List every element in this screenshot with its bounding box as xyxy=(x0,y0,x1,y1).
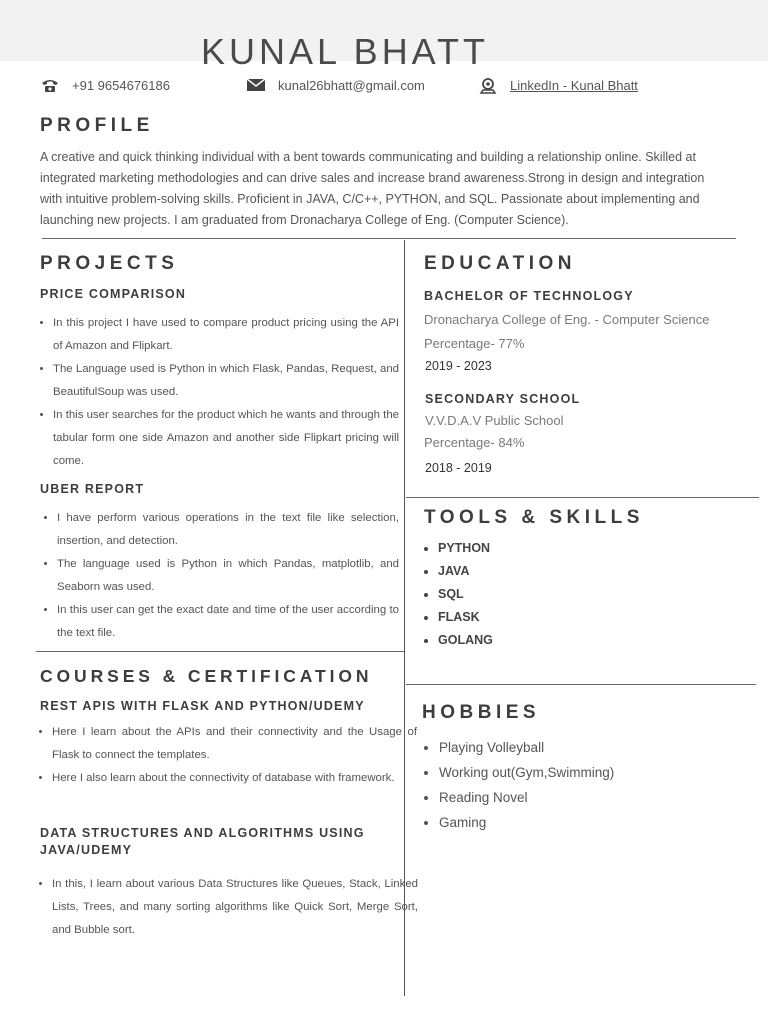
location-pin-icon xyxy=(478,77,498,93)
skills-list xyxy=(422,537,493,652)
list-item: • The language used is Python in which Pandas, matplotlib, and Seaborn was used. xyxy=(57,553,399,599)
divider-profile xyxy=(42,238,736,239)
percentage: Percentage- 77% xyxy=(424,336,525,351)
list-item: • Reading Novel xyxy=(439,785,614,810)
contact-linkedin xyxy=(478,74,638,96)
list-item: • SQL xyxy=(438,583,493,606)
contact-email xyxy=(246,74,425,96)
percentage: Percentage- 84% xyxy=(424,435,525,450)
profile-heading: PROFILE xyxy=(40,115,154,136)
projects-heading: PROJECTS xyxy=(40,253,179,274)
project-title: PRICE COMPARISON xyxy=(40,287,187,301)
mail-icon xyxy=(246,77,266,93)
profile-text: A creative and quick thinking individual with a bent towards communicating and building a relationship online. Skilled at integrated marketing methodologies and can drive sales and increase brand awareness.Strong in design and integration with intuitive problem-solving skills. Proficient in JAVA, C/C++, PYTHON, and SQL. Passionate about implementing and launching new projects. I am graduated from Dronacharya College of Eng. (Computer Science). xyxy=(40,150,705,227)
list-item: • Playing Volleyball xyxy=(439,735,614,760)
phone-text: +91 9654676186 xyxy=(72,77,170,93)
courses-heading: COURSES & CERTIFICATION xyxy=(40,666,373,686)
list-item: • In this user searches for the product which he wants and through the tabular form one side Amazon and another side Flipkart pricing will come. xyxy=(53,404,399,473)
hobbies-heading: HOBBIES xyxy=(422,702,541,723)
years: 2019 - 2023 xyxy=(425,359,492,373)
email-text[interactable]: kunal26bhatt@gmail.com xyxy=(278,77,425,93)
course-title: DATA STRUCTURES AND ALGORITHMS USING JAVA/UDEMY xyxy=(40,826,365,857)
school-name: V.V.D.A.V Public School xyxy=(425,413,564,428)
list-item: • JAVA xyxy=(438,560,493,583)
list-item: • The Language used is Python in which Flask, Pandas, Request, and BeautifulSoup was used. xyxy=(53,358,399,404)
course-bullets xyxy=(34,873,418,942)
divider-education xyxy=(406,497,759,498)
page-title: KUNAL BHATT xyxy=(200,31,490,73)
list-item: • FLASK xyxy=(438,606,493,629)
years: 2018 - 2019 xyxy=(425,461,492,475)
education-heading: EDUCATION xyxy=(424,253,577,274)
project-title: UBER REPORT xyxy=(40,482,145,496)
school-name: Dronacharya College of Eng. - Computer Science xyxy=(424,312,710,327)
degree-title: SECONDARY SCHOOL xyxy=(425,392,581,406)
hobbies-list xyxy=(423,735,614,835)
contact-phone xyxy=(40,74,170,96)
linkedin-link[interactable]: LinkedIn - Kunal Bhatt xyxy=(510,77,638,93)
list-item: • Gaming xyxy=(439,810,614,835)
course-title: REST APIS WITH FLASK AND PYTHON/UDEMY xyxy=(40,699,365,713)
list-item: • I have perform various operations in the text file like selection, insertion, and detection. xyxy=(57,507,399,553)
list-item: • In this user can get the exact date and time of the user according to the text file. xyxy=(57,599,399,645)
divider-projects xyxy=(36,651,404,652)
divider-skills xyxy=(406,684,756,685)
list-item: • In this, I learn about various Data Structures like Queues, Stack, Linked Lists, Trees, and many sorting algorithms like Quick Sort, Merge Sort, and Bubble sort. xyxy=(52,873,418,942)
list-item: • Working out(Gym,Swimming) xyxy=(439,760,614,785)
list-item: • Here I learn about the APIs and their connectivity and the Usage of Flask to connect the templates. xyxy=(52,721,417,767)
project-bullets xyxy=(35,312,399,473)
list-item: • In this project I have used to compare product pricing using the API of Amazon and Flipkart. xyxy=(53,312,399,358)
course-bullets xyxy=(34,721,417,790)
list-item: • GOLANG xyxy=(438,629,493,652)
project-bullets xyxy=(39,507,399,645)
skills-heading: TOOLS & SKILLS xyxy=(424,507,644,528)
phone-icon xyxy=(40,77,60,93)
list-item: • PYTHON xyxy=(438,537,493,560)
list-item: • Here I also learn about the connectivity of database with framework. xyxy=(52,767,417,790)
degree-title: BACHELOR OF TECHNOLOGY xyxy=(424,289,634,303)
